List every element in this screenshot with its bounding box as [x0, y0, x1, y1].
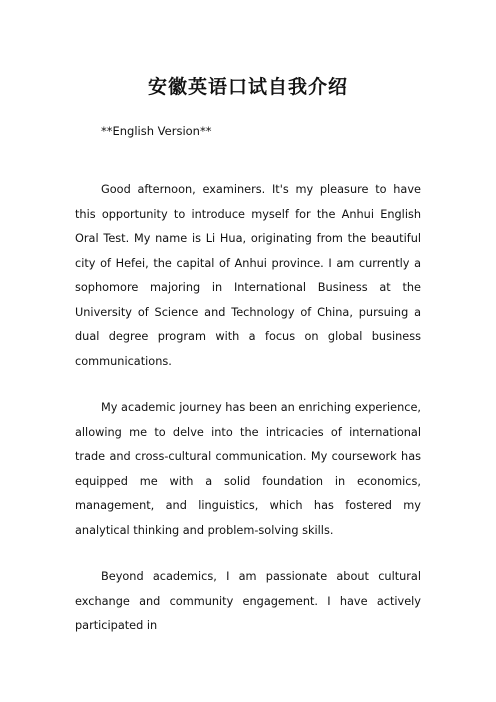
paragraph-academic-journey: My academic journey has been an enriching experience, allowing me to delve into the intricacies of international trade and cross-cultural communication. My coursework has equipped me with a solid foundation in economics, management, and linguistics, which has fostered my analytical thinking and problem-solving skills.	[75, 401, 421, 537]
version-label: **English Version**	[101, 124, 212, 138]
paragraph-beyond-academics: Beyond academics, I am passionate about cultural exchange and community engagement. I have actively participated in	[75, 570, 421, 632]
document-title: 安徽英语口试自我介绍	[147, 76, 348, 98]
paragraph-introduction: Good afternoon, examiners. It's my pleasure to have this opportunity to introduce myself for the Anhui English Oral Test. My name is Li Hua, originating from the beautiful city of Hefei, the capital of Anhui province. I am currently a sophomore majoring in International Business at the University of Science and Technology of China, pursuing a dual degree program with a focus on global business communications.	[75, 183, 421, 368]
